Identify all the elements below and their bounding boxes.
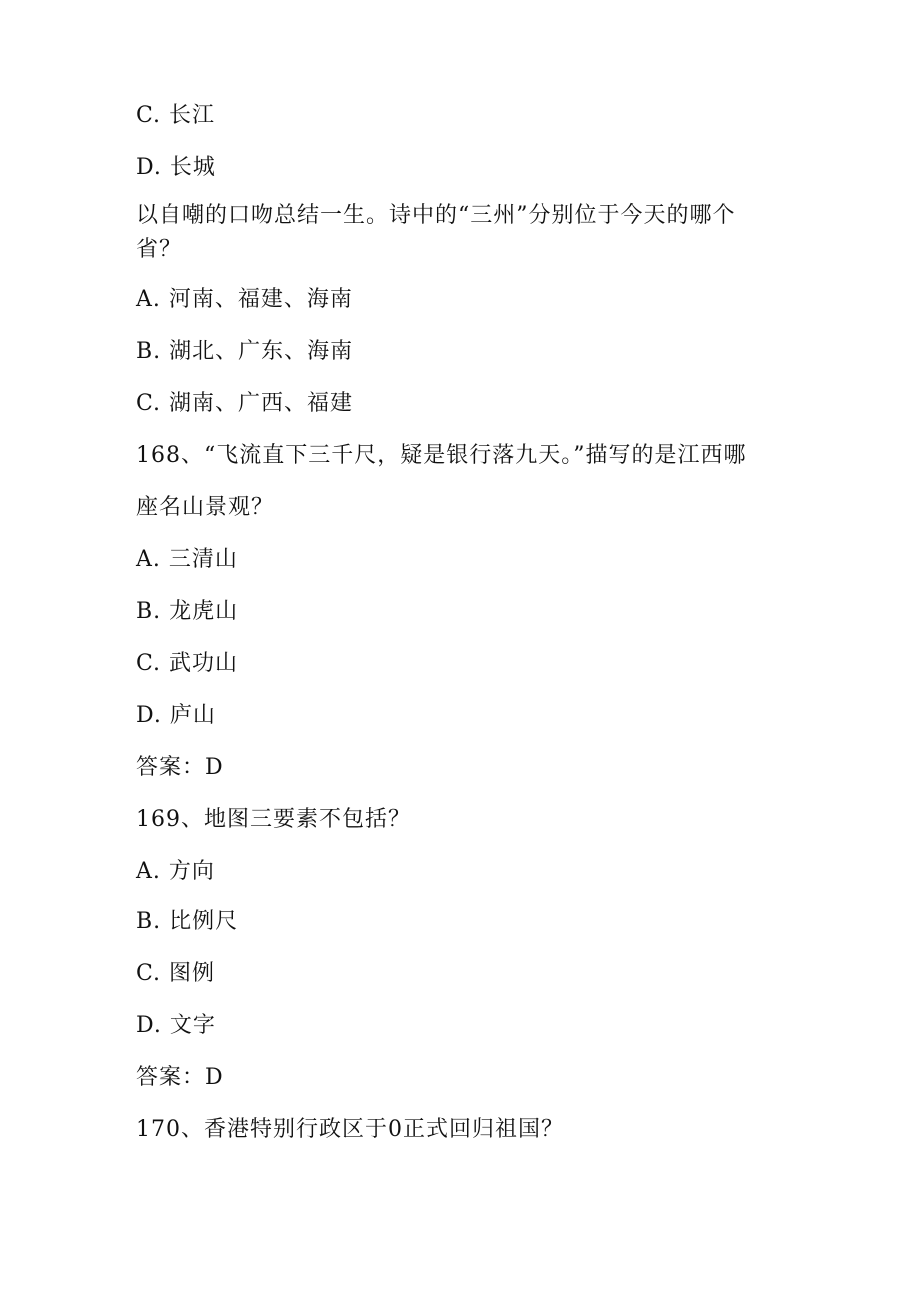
question-168-continued: 座名山景观？ xyxy=(136,495,275,520)
option-d-lushan: D. 庐山 xyxy=(136,703,216,728)
option-b-longhushan: B. 龙虎山 xyxy=(136,599,239,624)
question-168: 168、“飞流直下三千尺，疑是银行落九天。”描写的是江西哪 xyxy=(136,443,747,468)
option-b: B. 湖北、广东、海南 xyxy=(136,339,354,364)
question-170: 170、香港特别行政区于0正式回归祖国？ xyxy=(136,1117,564,1142)
answer-168: 答案：D xyxy=(136,755,224,780)
answer-169: 答案：D xyxy=(136,1065,224,1090)
option-a: A. 河南、福建、海南 xyxy=(136,287,353,312)
question-169: 169、地图三要素不包括？ xyxy=(136,807,411,832)
option-a-fangxiang: A. 方向 xyxy=(136,859,215,884)
option-c-wugongshan: C. 武功山 xyxy=(136,651,239,676)
option-c-changjiang: C. 长江 xyxy=(136,103,216,128)
question-text-sanzhou: 以自嘲的口吻总结一生。诗中的“三州”分别位于今天的哪个省？ xyxy=(136,203,736,262)
option-d-changcheng: D. 长城 xyxy=(136,155,216,180)
option-b-bilichi: B. 比例尺 xyxy=(136,909,239,934)
option-d-wenzi: D. 文字 xyxy=(136,1013,216,1038)
option-c: C. 湖南、广西、福建 xyxy=(136,391,354,416)
option-a-sanqingshan: A. 三清山 xyxy=(136,547,238,572)
option-c-tuli: C. 图例 xyxy=(136,961,216,986)
